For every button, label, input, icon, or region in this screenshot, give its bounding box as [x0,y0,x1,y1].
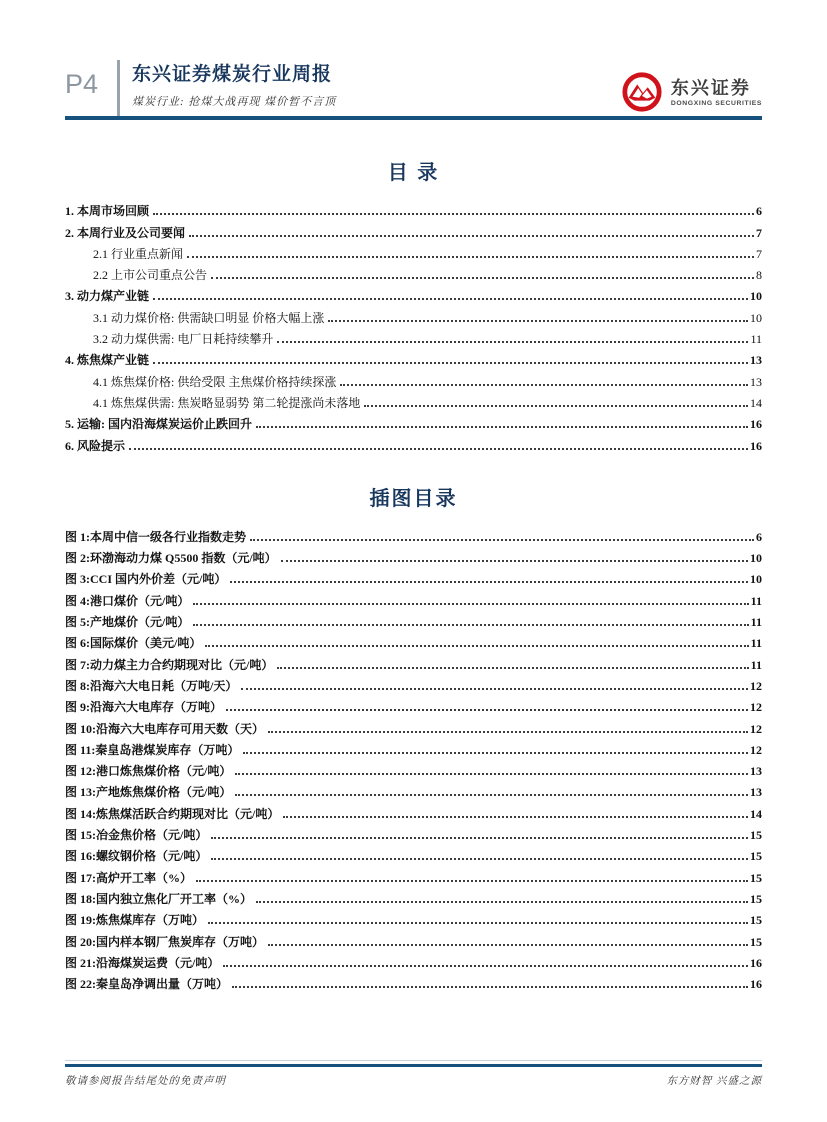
toc-dotted-leader [153,298,748,300]
figure-dotted-leader [235,794,748,796]
toc-dotted-leader [153,362,748,364]
figure-entry [65,545,762,566]
footer-disclaimer: 敬请参阅报告结尾处的免责声明 [65,1076,226,1087]
figure-entry [65,566,762,587]
figure-entry-page: 11 [750,657,762,672]
figure-entry-label: 图 14:炼焦煤活跃合约期现对比（元/吨） [65,806,280,821]
figure-entry-label: 图 20:国内样本钢厂焦炭库存（万吨） [65,934,264,949]
toc-entry [65,347,762,368]
toc-entry-page: 16 [750,417,762,432]
figure-entry [65,822,762,843]
toc-entry [65,198,762,219]
figure-entry [65,779,762,800]
toc-entry-label: 1. 本周市场回顾 [65,204,150,219]
toc-entry-label: 5. 运输: 国内沿海煤炭运价止跌回升 [65,417,252,432]
figure-entry-label: 图 9:沿海六大电库存（万吨） [65,700,222,715]
toc-dotted-leader [187,256,754,258]
logo-text [671,78,762,107]
toc-title: 目 录 [387,162,440,184]
toc-dotted-leader [189,235,754,237]
toc-entry-label: 2. 本周行业及公司要闻 [65,225,186,240]
toc-entry [65,219,762,240]
figure-entry [65,673,762,694]
figure-entry-page: 12 [750,700,762,715]
figures-title: 插图目录 [369,487,458,510]
figure-entry-page: 14 [750,806,762,821]
figure-dotted-leader [250,539,754,541]
figure-dotted-leader [211,858,748,860]
figure-entry-label: 图 6:国际煤价（美元/吨） [65,636,202,651]
toc-dotted-leader [277,341,748,343]
figure-entry [65,609,762,630]
figure-dotted-leader [211,837,748,839]
logo-name-chinese: 东兴证券 [670,77,751,98]
footer-slogan: 东方财智 兴盛之源 [666,1076,762,1087]
toc-entry-label: 4.1 炼焦煤价格: 供给受限 主焦煤价格持续探涨 [93,374,337,389]
toc-dotted-leader [129,448,748,450]
figure-entry-page: 15 [750,849,762,864]
figure-entry-page: 10 [750,551,762,566]
toc-entry-page: 11 [750,332,762,347]
figure-entry-label: 图 16:螺纹钢价格（元/吨） [65,849,208,864]
logo-name-english: DONGXING SECURITIES [670,99,762,107]
figure-entry [65,715,762,736]
toc-dotted-leader [256,426,748,428]
figure-entry-page: 11 [750,615,762,630]
toc-entry-label: 2.2 上市公司重点公告 [93,268,208,283]
toc-entry-page: 7 [756,246,762,261]
figure-entry [65,971,762,992]
figure-entry-label: 图 11:秦皇岛港煤炭库存（万吨） [65,742,240,757]
figure-entry-page: 11 [750,636,762,651]
figure-entry-page: 6 [756,529,762,544]
figure-entry-page: 15 [750,870,762,885]
figure-entry [65,864,762,885]
figure-entry-page: 10 [750,572,762,587]
figure-dotted-leader [235,773,748,775]
footer-rule-light [65,1060,762,1061]
toc-entry-label: 3.1 动力煤价格: 供需缺口明显 价格大幅上涨 [93,310,325,325]
figure-dotted-leader [226,709,748,711]
figure-dotted-leader [232,986,748,988]
toc-entry-page: 6 [756,204,762,219]
toc-entry [65,432,762,453]
figure-entry-page: 12 [750,721,762,736]
figure-entry-page: 12 [750,678,762,693]
company-logo [621,60,762,116]
figure-dotted-leader [281,560,748,562]
figure-entry [65,928,762,949]
footer-text-row [65,1073,762,1088]
figure-entry [65,694,762,715]
footer-rule-dark [65,1064,762,1067]
figure-entry-page: 13 [750,764,762,779]
figure-entry-page: 15 [750,934,762,949]
toc-entry [65,262,762,283]
figure-dotted-leader [223,965,748,967]
figure-entry-page: 12 [750,742,762,757]
toc-entry-label: 4.1 炼焦煤供需: 焦炭略显弱势 第二轮提涨尚未落地 [93,395,361,410]
toc-entry-page: 8 [756,268,762,283]
figure-entry-label: 图 1:本周中信一级各行业指数走势 [65,529,246,544]
figure-entry [65,950,762,971]
figure-entry [65,843,762,864]
figure-entry-label: 图 8:沿海六大电日耗（万吨/天） [65,678,238,693]
figure-dotted-leader [283,816,748,818]
figure-entry [65,800,762,821]
toc-entry [65,283,762,304]
toc-entry-label: 6. 风险提示 [65,438,126,453]
figure-dotted-leader [230,581,748,583]
toc-entry-label: 4. 炼焦煤产业链 [65,353,150,368]
dongxing-logo-icon [621,71,663,113]
figure-entry-page: 13 [750,785,762,800]
figure-entry-label: 图 12:港口炼焦煤价格（元/吨） [65,764,232,779]
figure-entry [65,758,762,779]
toc-entry-page: 16 [750,438,762,453]
page-header [65,60,762,116]
toc-dotted-leader [211,277,754,279]
figure-entry-page: 15 [750,828,762,843]
figure-dotted-leader [196,880,748,882]
figure-dotted-leader [205,645,748,647]
toc-list [65,198,762,454]
figures-list [65,524,762,993]
figure-entry-label: 图 17:高炉开工率（%） [65,870,192,885]
figure-entry [65,737,762,758]
figure-entry [65,907,762,928]
figure-dotted-leader [208,922,748,924]
toc-entry-page: 7 [756,225,762,240]
toc-entry [65,368,762,389]
figure-entry-label: 图 4:港口煤价（元/吨） [65,593,190,608]
figure-dotted-leader [256,901,748,903]
page-number-label: P4 [65,69,99,99]
toc-entry [65,411,762,432]
figure-entry-label: 图 18:国内独立焦化厂开工率（%） [65,891,252,906]
figure-entry-page: 11 [750,593,762,608]
figure-entry-label: 图 22:秦皇岛净调出量（万吨） [65,977,228,992]
figure-entry [65,587,762,608]
figure-dotted-leader [277,667,748,669]
header-divider [117,60,120,116]
figure-dotted-leader [193,624,748,626]
figure-entry [65,630,762,651]
page-footer [65,1060,762,1088]
toc-entry-label: 3. 动力煤产业链 [65,289,150,304]
toc-entry-page: 10 [750,310,762,325]
figure-entry-label: 图 5:产地煤价（元/吨） [65,615,190,630]
toc-entry-label: 2.1 行业重点新闻 [93,246,184,261]
figure-dotted-leader [268,731,748,733]
report-title: 东兴证券煤炭行业周报 [132,64,333,85]
figure-entry-label: 图 7:动力煤主力合约期现对比（元/吨） [65,657,274,672]
toc-dotted-leader [364,405,748,407]
toc-entry-page: 10 [750,289,762,304]
figure-dotted-leader [193,603,748,605]
figure-entry-label: 图 19:炼焦煤库存（万吨） [65,913,204,928]
toc-entry-label: 3.2 动力煤供需: 电厂日耗持续攀升 [93,332,274,347]
toc-entry [65,326,762,347]
figure-entry-page: 16 [750,977,762,992]
figure-entry-label: 图 13:产地炼焦煤价格（元/吨） [65,785,232,800]
toc-entry-page: 14 [750,395,762,410]
toc-dotted-leader [153,213,754,215]
figure-dotted-leader [241,688,748,690]
figure-entry-label: 图 10:沿海六大电库存可用天数（天） [65,721,264,736]
figure-entry-page: 15 [750,913,762,928]
header-titles [132,60,336,116]
toc-dotted-leader [340,384,748,386]
toc-entry [65,304,762,325]
header-rule [65,116,762,120]
figure-dotted-leader [268,944,748,946]
figure-entry-label: 图 15:冶金焦价格（元/吨） [65,828,208,843]
toc-entry-page: 13 [750,353,762,368]
figure-entry [65,524,762,545]
figure-entry [65,886,762,907]
figure-entry-label: 图 21:沿海煤炭运费（元/吨） [65,955,220,970]
toc-dotted-leader [328,320,748,322]
toc-entry [65,390,762,411]
figure-entry-page: 15 [750,891,762,906]
figure-entry-label: 图 3:CCI 国内外价差（元/吨） [65,572,227,587]
toc-entry-page: 13 [750,374,762,389]
figure-entry [65,651,762,672]
figure-dotted-leader [243,752,748,754]
report-subtitle: 煤炭行业: 抢煤大战再现 煤价暂不言顶 [132,96,337,108]
figure-entry-label: 图 2:环渤海动力煤 Q5500 指数（元/吨） [65,551,277,566]
figure-entry-page: 16 [750,955,762,970]
toc-entry [65,241,762,262]
